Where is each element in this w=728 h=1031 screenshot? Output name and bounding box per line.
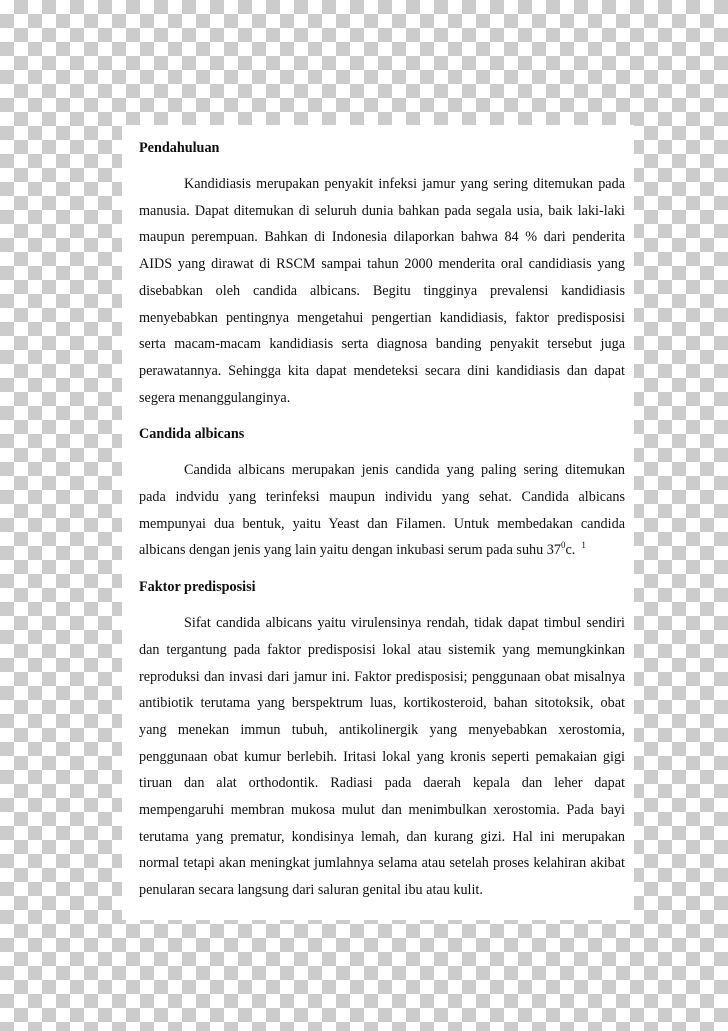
- paragraph-candida-albicans: [139, 457, 625, 564]
- temperature-superscript: 0: [560, 540, 566, 551]
- heading-candida-albicans: Candida albicans: [139, 426, 245, 443]
- document-content: [139, 139, 625, 904]
- document-page: [122, 125, 634, 920]
- paragraph-faktor-predisposisi: Sifat candida albicans yaitu virulensinya rendah, tidak dapat timbul sendiri dan tergantung pada faktor predisposisi lokal atau sistemik yang memungkinkan reproduksi dan invasi dari jamur ini. Faktor predisposisi; penggunaan obat misalnya antibiotik terutama yang berspektrum luas, kortikosteroid, bahan sitotoksik, obat yang menekan immun tubuh, antikolinergik yang menyebabkan xerostomia, penggunaan obat kumur berlebih. Iritasi lokal yang kronis seperti pemakaian gigi tiruan dan alat orthodontik. Radiasi pada daerah kepala dan leher dapat mempengaruhi membran mukosa mulut dan menimbulkan xerostomia. Pada bayi terutama yang prematur, kondisinya lemah, dan kurang gizi. Hal ini merupakan normal tetapi akan meningkat jumlahnya selama atau setelah proses kelahiran akibat penularan secara langsung dari saluran genital ibu atau kulit.: [139, 615, 625, 899]
- footnote-marker: 1: [581, 540, 586, 551]
- paragraph-candida-text: Candida albicans merupakan jenis candida yang paling sering ditemukan pada indvidu yang terinfeksi maupun individu yang sehat. Candida albicans mempunyai dua bentuk, yaitu Yeast dan Filamen. Untuk membedakan candida albicans dengan jenis yang lain yaitu dengan inkubasi serum pada suhu 37: [139, 462, 625, 559]
- temperature-unit: c.: [565, 542, 576, 559]
- heading-pendahuluan: Pendahuluan: [139, 140, 220, 156]
- paragraph-pendahuluan: Kandidiasis merupakan penyakit infeksi jamur yang sering ditemukan pada manusia. Dapat ditemukan di seluruh dunia bahkan pada segala usia, baik laki-laki maupun perempuan. Bahkan di Indonesia dilaporkan bahwa 84 % dari penderita AIDS yang dirawat di RSCM sampai tahun 2000 menderita oral candidiasis yang disebabkan oleh candida albicans. Begitu tingginya prevalensi kandidiasis menyebabkan pentingnya mengetahui pengertian kandidiasis, faktor predisposisi serta macam-macam kandidiasis serta diagnosa banding penyakit tersebut juga perawatannya. Sehingga kita dapat mendeteksi secara dini kandidiasis dan dapat segera menanggulanginya.: [139, 176, 625, 406]
- heading-faktor-predisposisi: Faktor predisposisi: [139, 579, 256, 596]
